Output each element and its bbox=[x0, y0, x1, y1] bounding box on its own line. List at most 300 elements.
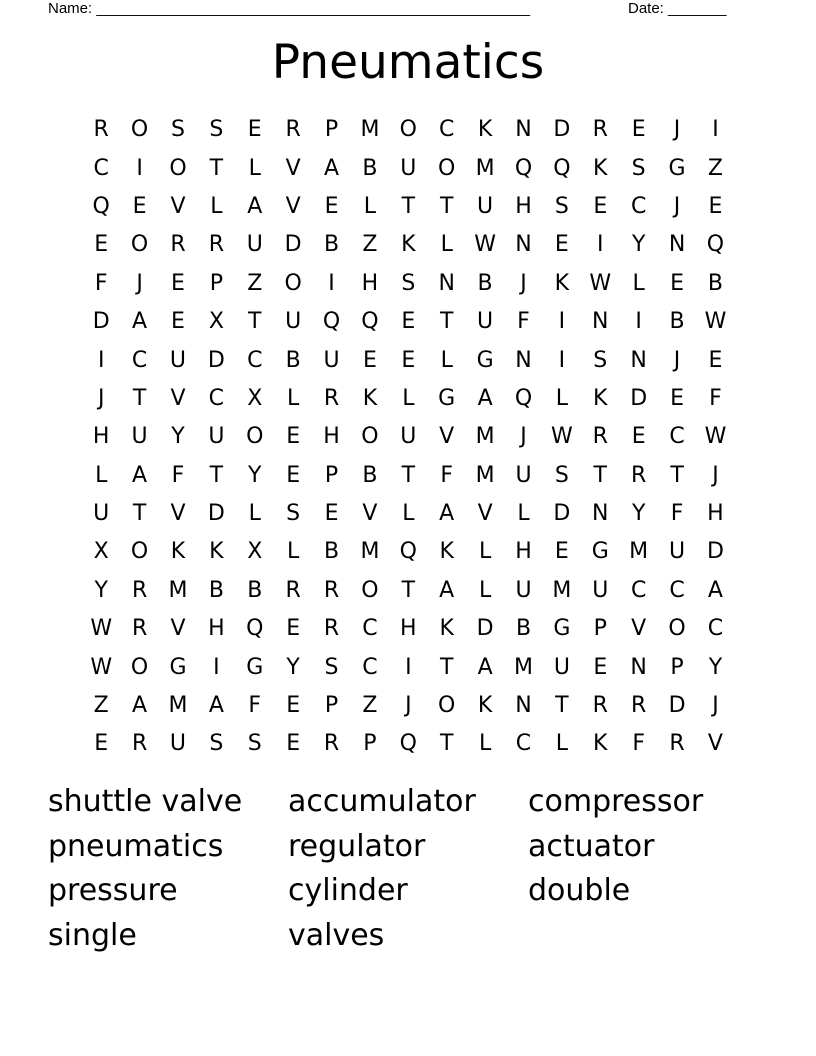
grid-letter: I bbox=[405, 654, 412, 680]
grid-letter: Q bbox=[514, 155, 533, 181]
grid-letter: U bbox=[208, 424, 225, 450]
grid-letter: K bbox=[593, 731, 608, 757]
grid-letter: S bbox=[554, 193, 569, 219]
grid-letter: I bbox=[558, 309, 566, 335]
grid-letter: B bbox=[477, 270, 493, 296]
grid-letter: M bbox=[629, 539, 649, 565]
grid-letter: L bbox=[555, 385, 569, 411]
grid-letter: B bbox=[515, 616, 532, 642]
grid-letter: A bbox=[208, 693, 224, 719]
grid-letter: K bbox=[593, 155, 608, 181]
grid-letter: S bbox=[247, 731, 262, 757]
grid-letter: K bbox=[477, 117, 493, 143]
grid-letter: O bbox=[361, 424, 379, 450]
grid-letter: N bbox=[592, 501, 609, 527]
grid-letter: C bbox=[362, 616, 378, 642]
grid-letter: O bbox=[130, 654, 149, 680]
grid-letter: E bbox=[286, 462, 301, 488]
grid-letter: E bbox=[286, 731, 301, 757]
grid-letter: D bbox=[207, 501, 225, 527]
grid-letter: R bbox=[592, 693, 608, 719]
grid-letter: M bbox=[475, 424, 495, 450]
grid-letter: O bbox=[130, 232, 149, 258]
grid-letter: P bbox=[324, 462, 339, 488]
grid-letter: Y bbox=[171, 424, 185, 450]
grid-letter: E bbox=[554, 539, 569, 565]
grid-letter: H bbox=[323, 424, 340, 450]
grid-row bbox=[82, 572, 735, 610]
grid-letter: E bbox=[554, 232, 569, 258]
grid-letter: Y bbox=[94, 577, 108, 603]
grid-letter: M bbox=[514, 654, 533, 680]
grid-letter: W bbox=[90, 616, 113, 642]
grid-letter: E bbox=[631, 424, 646, 450]
grid-letter: I bbox=[328, 270, 335, 296]
grid-letter: I bbox=[597, 232, 604, 258]
grid-letter: F bbox=[248, 693, 262, 719]
grid-letter: R bbox=[323, 577, 340, 603]
grid-letter: G bbox=[591, 539, 609, 565]
grid-letter: V bbox=[707, 731, 723, 757]
grid-letter: J bbox=[97, 385, 105, 411]
grid-letter: U bbox=[400, 155, 417, 181]
grid-letter: O bbox=[130, 117, 149, 143]
grid-letter: E bbox=[324, 193, 339, 219]
grid-letter: B bbox=[362, 155, 378, 181]
grid-letter: U bbox=[169, 731, 187, 757]
grid-letter: F bbox=[709, 385, 722, 411]
grid-letter: A bbox=[132, 693, 148, 719]
grid-letter: U bbox=[131, 424, 148, 450]
grid-letter: E bbox=[286, 693, 301, 719]
grid-letter: C bbox=[707, 616, 724, 642]
grid-letter: H bbox=[208, 616, 225, 642]
grid-letter: G bbox=[169, 654, 187, 680]
grid-letter: J bbox=[712, 462, 719, 488]
grid-row bbox=[82, 418, 735, 456]
grid-letter: F bbox=[440, 462, 454, 488]
grid-letter: E bbox=[324, 501, 339, 527]
grid-letter: P bbox=[670, 654, 684, 680]
grid-letter: S bbox=[170, 117, 185, 143]
grid-letter: T bbox=[439, 731, 454, 757]
grid-letter: K bbox=[209, 539, 224, 565]
grid-letter: Q bbox=[706, 232, 725, 258]
grid-letter: E bbox=[362, 347, 377, 373]
grid-letter: C bbox=[669, 577, 685, 603]
grid-letter: H bbox=[515, 539, 532, 565]
page-title: Pneumatics bbox=[271, 35, 545, 90]
grid-row bbox=[82, 610, 735, 648]
grid-letter: B bbox=[208, 577, 224, 603]
grid-letter: M bbox=[360, 117, 380, 143]
grid-letter: O bbox=[399, 117, 417, 143]
grid-letter: E bbox=[171, 270, 185, 296]
grid-letter: E bbox=[670, 270, 684, 296]
grid-letter: T bbox=[401, 193, 416, 219]
grid-letter: Y bbox=[708, 654, 723, 680]
grid-letter: G bbox=[476, 347, 494, 373]
grid-letter: A bbox=[707, 577, 723, 603]
grid-letter: W bbox=[704, 309, 727, 335]
grid-letter: Q bbox=[361, 309, 379, 335]
grid-letter: N bbox=[515, 232, 532, 258]
grid-letter: L bbox=[478, 577, 492, 603]
grid-letter: B bbox=[707, 270, 723, 296]
grid-letter: O bbox=[438, 155, 456, 181]
grid-letter: P bbox=[209, 270, 223, 296]
grid-letter: L bbox=[210, 193, 223, 219]
grid-letter: K bbox=[477, 693, 493, 719]
grid-letter: P bbox=[324, 117, 339, 143]
grid-letter: M bbox=[360, 539, 380, 565]
grid-letter: T bbox=[439, 309, 454, 335]
grid-letter: D bbox=[476, 616, 494, 642]
grid-letter: R bbox=[323, 616, 340, 642]
grid-letter: S bbox=[324, 654, 339, 680]
grid-letter: W bbox=[589, 270, 612, 296]
grid-letter: W bbox=[474, 232, 496, 258]
grid-row bbox=[82, 303, 735, 341]
grid-letter: A bbox=[477, 385, 493, 411]
grid-letter: P bbox=[593, 616, 607, 642]
grid-letter: L bbox=[440, 347, 453, 373]
grid-letter: C bbox=[131, 347, 148, 373]
grid-letter: J bbox=[673, 193, 681, 219]
grid-letter: E bbox=[132, 193, 147, 219]
grid-letter: H bbox=[707, 501, 724, 527]
grid-letter: R bbox=[131, 577, 148, 603]
grid-letter: N bbox=[630, 654, 647, 680]
grid-letter: S bbox=[286, 501, 301, 527]
grid-row bbox=[82, 380, 735, 418]
grid-letter: C bbox=[247, 347, 263, 373]
grid-letter: N bbox=[438, 270, 455, 296]
grid-letter: R bbox=[208, 232, 225, 258]
grid-letter: X bbox=[247, 539, 263, 565]
grid-letter: D bbox=[553, 501, 571, 527]
grid-letter: U bbox=[592, 577, 609, 603]
grid-letter: Q bbox=[246, 616, 264, 642]
grid-letter: P bbox=[324, 693, 339, 719]
grid-letter: L bbox=[632, 270, 645, 296]
grid-row bbox=[82, 111, 735, 149]
grid-letter: C bbox=[515, 731, 532, 757]
grid-row bbox=[82, 341, 735, 379]
grid-letter: Z bbox=[362, 232, 378, 258]
grid-letter: R bbox=[631, 462, 647, 488]
grid-letter: Q bbox=[514, 385, 533, 411]
grid-letter: O bbox=[361, 577, 379, 603]
grid-letter: R bbox=[631, 693, 647, 719]
grid-letter: E bbox=[247, 117, 262, 143]
grid-letter: U bbox=[285, 309, 302, 335]
grid-letter: Q bbox=[553, 155, 571, 181]
grid-letter: C bbox=[630, 577, 647, 603]
grid-row bbox=[82, 226, 735, 264]
grid-letter: R bbox=[592, 117, 608, 143]
grid-letter: B bbox=[323, 232, 340, 258]
grid-letter: R bbox=[285, 117, 301, 143]
grid-letter: A bbox=[247, 193, 263, 219]
grid-letter: R bbox=[592, 424, 608, 450]
grid-letter: T bbox=[439, 193, 454, 219]
grid-letter: M bbox=[475, 155, 495, 181]
name-field-label: Name: ____________________________________________________ bbox=[48, 0, 531, 17]
grid-letter: O bbox=[668, 616, 686, 642]
grid-letter: V bbox=[170, 616, 186, 642]
word-list-item: actuator bbox=[528, 828, 655, 864]
grid-letter: S bbox=[593, 347, 608, 373]
word-list-item: pressure bbox=[48, 873, 178, 909]
grid-letter: B bbox=[247, 577, 263, 603]
grid-row bbox=[82, 687, 735, 725]
date-field-label: Date: _______ bbox=[628, 0, 727, 17]
grid-letter: V bbox=[362, 501, 378, 527]
grid-letter: F bbox=[632, 731, 645, 757]
grid-letter: J bbox=[520, 424, 527, 450]
grid-letter: L bbox=[478, 539, 492, 565]
grid-letter: E bbox=[286, 424, 301, 450]
grid-letter: L bbox=[363, 193, 377, 219]
grid-letter: S bbox=[209, 117, 224, 143]
word-list-item: double bbox=[528, 873, 631, 909]
grid-letter: A bbox=[477, 654, 493, 680]
grid-letter: I bbox=[635, 309, 642, 335]
grid-letter: O bbox=[169, 155, 187, 181]
grid-letter: L bbox=[248, 155, 261, 181]
grid-letter: R bbox=[323, 731, 340, 757]
header-line bbox=[48, 0, 748, 20]
grid-letter: D bbox=[553, 117, 571, 143]
grid-letter: E bbox=[94, 731, 109, 757]
grid-letter: K bbox=[439, 616, 454, 642]
grid-letter: S bbox=[631, 155, 646, 181]
grid-letter: X bbox=[247, 385, 263, 411]
grid-letter: J bbox=[405, 693, 412, 719]
grid-letter: N bbox=[668, 232, 686, 258]
grid-letter: U bbox=[515, 577, 532, 603]
grid-letter: E bbox=[593, 193, 608, 219]
word-list-item: pneumatics bbox=[48, 828, 224, 864]
grid-letter: R bbox=[131, 731, 148, 757]
grid-row bbox=[82, 725, 735, 763]
grid-letter: J bbox=[673, 117, 681, 143]
grid-letter: H bbox=[361, 270, 379, 296]
grid-letter: V bbox=[631, 616, 647, 642]
grid-letter: U bbox=[246, 232, 263, 258]
grid-letter: W bbox=[704, 424, 727, 450]
grid-letter: F bbox=[517, 309, 530, 335]
word-list-item: accumulator bbox=[288, 784, 476, 819]
grid-letter: D bbox=[92, 309, 110, 335]
grid-letter: U bbox=[477, 309, 494, 335]
grid-letter: T bbox=[401, 462, 416, 488]
grid-letter: U bbox=[553, 654, 570, 680]
grid-letter: M bbox=[552, 577, 572, 603]
grid-letter: S bbox=[554, 462, 569, 488]
grid-letter: G bbox=[438, 385, 456, 411]
grid-row bbox=[82, 495, 735, 533]
grid-letter: D bbox=[207, 347, 225, 373]
word-list-item: cylinder bbox=[288, 873, 408, 909]
grid-letter: D bbox=[284, 232, 302, 258]
grid-letter: Z bbox=[247, 270, 263, 296]
grid-letter: N bbox=[630, 347, 647, 373]
grid-letter: F bbox=[94, 270, 108, 296]
grid-letter: E bbox=[171, 309, 185, 335]
grid-letter: Z bbox=[707, 155, 723, 181]
grid-letter: T bbox=[401, 577, 416, 603]
grid-letter: Q bbox=[322, 309, 341, 335]
grid-letter: L bbox=[287, 385, 300, 411]
grid-letter: K bbox=[593, 385, 608, 411]
grid-letter: U bbox=[400, 424, 417, 450]
grid-letter: Y bbox=[631, 501, 646, 527]
grid-letter: U bbox=[323, 347, 340, 373]
grid-letter: V bbox=[285, 193, 301, 219]
grid-letter: L bbox=[478, 731, 492, 757]
grid-letter: A bbox=[439, 577, 455, 603]
grid-letter: I bbox=[712, 117, 719, 143]
grid-letter: V bbox=[477, 501, 493, 527]
grid-letter: T bbox=[593, 462, 607, 488]
grid-letter: L bbox=[440, 232, 453, 258]
grid-letter: T bbox=[132, 385, 147, 411]
grid-letter: Z bbox=[93, 693, 109, 719]
grid-letter: A bbox=[132, 462, 148, 488]
grid-letter: V bbox=[285, 155, 301, 181]
grid-letter: C bbox=[93, 155, 109, 181]
grid-letter: K bbox=[554, 270, 570, 296]
grid-letter: L bbox=[95, 462, 108, 488]
grid-letter: I bbox=[136, 155, 143, 181]
grid-letter: D bbox=[706, 539, 724, 565]
grid-letter: V bbox=[170, 385, 186, 411]
grid-letter: C bbox=[669, 424, 685, 450]
grid-letter: E bbox=[631, 117, 646, 143]
grid-letter: N bbox=[515, 693, 532, 719]
grid-letter: E bbox=[94, 232, 109, 258]
grid-letter: E bbox=[401, 309, 416, 335]
grid-letter: Y bbox=[248, 462, 262, 488]
grid-letter: U bbox=[477, 193, 494, 219]
grid-letter: C bbox=[630, 193, 647, 219]
grid-letter: T bbox=[209, 155, 224, 181]
grid-letter: E bbox=[708, 347, 723, 373]
grid-letter: A bbox=[324, 155, 340, 181]
grid-letter: T bbox=[439, 654, 454, 680]
word-list-item: shuttle valve bbox=[48, 784, 243, 819]
grid-letter: X bbox=[208, 309, 224, 335]
grid-letter: E bbox=[286, 616, 301, 642]
grid-letter: M bbox=[168, 577, 188, 603]
grid-row bbox=[82, 457, 735, 495]
grid-letter: U bbox=[93, 501, 110, 527]
grid-row bbox=[82, 648, 735, 686]
grid-letter: B bbox=[323, 539, 340, 565]
grid-letter: N bbox=[592, 309, 609, 335]
grid-letter: Q bbox=[92, 193, 110, 219]
grid-letter: Q bbox=[399, 539, 417, 565]
grid-letter: Y bbox=[631, 232, 646, 258]
grid-letter: K bbox=[170, 539, 186, 565]
grid-letter: E bbox=[708, 193, 723, 219]
grid-letter: U bbox=[669, 539, 686, 565]
grid-letter: J bbox=[673, 347, 681, 373]
word-list-item: compressor bbox=[528, 784, 704, 819]
grid-letter: E bbox=[401, 347, 416, 373]
grid-letter: B bbox=[362, 462, 378, 488]
grid-letter: K bbox=[362, 385, 378, 411]
grid-letter: O bbox=[438, 693, 456, 719]
grid-letter: V bbox=[439, 424, 455, 450]
grid-letter: O bbox=[130, 539, 149, 565]
grid-letter: Z bbox=[362, 693, 378, 719]
grid-letter: T bbox=[670, 462, 684, 488]
grid-letter: A bbox=[439, 501, 455, 527]
grid-letter: K bbox=[401, 232, 416, 258]
grid-letter: M bbox=[475, 462, 495, 488]
grid-letter: V bbox=[170, 501, 186, 527]
grid-letter: R bbox=[131, 616, 148, 642]
grid-letter: J bbox=[520, 270, 527, 296]
grid-letter: I bbox=[213, 654, 220, 680]
grid-letter: O bbox=[246, 424, 264, 450]
grid-row bbox=[82, 188, 735, 226]
grid-letter: R bbox=[170, 232, 186, 258]
grid-letter: B bbox=[285, 347, 301, 373]
grid-letter: R bbox=[323, 385, 340, 411]
grid-letter: H bbox=[92, 424, 110, 450]
grid-letter: L bbox=[517, 501, 530, 527]
grid-letter: C bbox=[362, 654, 378, 680]
grid-letter: T bbox=[248, 309, 262, 335]
grid-letter: N bbox=[515, 117, 532, 143]
grid-letter: D bbox=[630, 385, 648, 411]
grid-letter: Y bbox=[286, 654, 300, 680]
grid-letter: A bbox=[132, 309, 148, 335]
word-list-item: valves bbox=[288, 918, 385, 954]
grid-letter: L bbox=[402, 501, 415, 527]
grid-letter: Q bbox=[399, 731, 417, 757]
grid-letter: W bbox=[90, 654, 113, 680]
grid-letter: P bbox=[363, 731, 377, 757]
grid-letter: I bbox=[558, 347, 566, 373]
word-list bbox=[48, 780, 768, 959]
grid-letter: X bbox=[93, 539, 109, 565]
grid-letter: L bbox=[287, 539, 300, 565]
grid-letter: I bbox=[97, 347, 105, 373]
grid-letter: H bbox=[515, 193, 532, 219]
grid-letter: O bbox=[284, 270, 302, 296]
grid-letter: V bbox=[170, 193, 186, 219]
grid-letter: F bbox=[670, 501, 684, 527]
grid-letter: M bbox=[168, 693, 188, 719]
grid-letter: C bbox=[439, 117, 455, 143]
grid-letter: R bbox=[285, 577, 301, 603]
grid-letter: L bbox=[402, 385, 415, 411]
grid-letter: S bbox=[209, 731, 224, 757]
grid-letter: R bbox=[93, 117, 109, 143]
grid-letter: R bbox=[669, 731, 685, 757]
word-list-item: regulator bbox=[288, 828, 426, 864]
grid-letter: T bbox=[132, 501, 147, 527]
word-list-item: single bbox=[48, 918, 137, 954]
letter-grid bbox=[82, 111, 735, 764]
grid-letter: K bbox=[439, 539, 454, 565]
grid-letter: J bbox=[712, 693, 719, 719]
